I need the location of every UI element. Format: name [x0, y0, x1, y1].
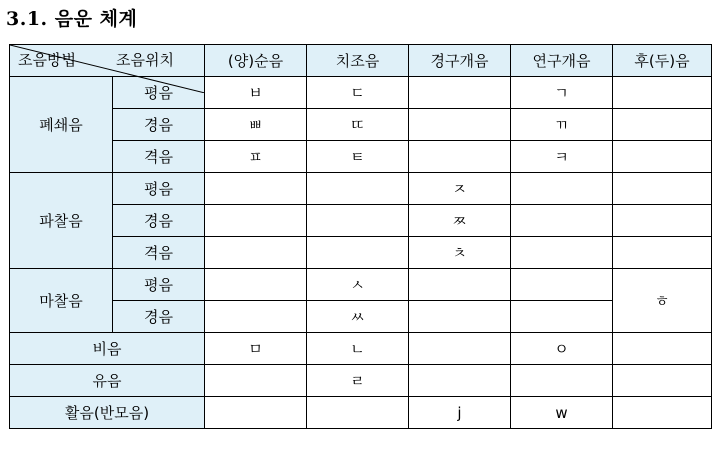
cell: w — [511, 397, 613, 429]
table-row — [10, 397, 712, 429]
cell — [511, 237, 613, 269]
cell: ㄲ — [511, 109, 613, 141]
table-row — [10, 365, 712, 397]
cell: ㅊ — [409, 237, 511, 269]
corner-label-manner: 조음방법 — [18, 51, 76, 69]
cell — [409, 301, 511, 333]
cell: ㅌ — [307, 141, 409, 173]
cell — [205, 301, 307, 333]
header-row — [10, 45, 712, 77]
cell — [613, 77, 712, 109]
cell: j — [409, 397, 511, 429]
group-label-affricate: 파찰음 — [10, 173, 113, 269]
table-row — [10, 173, 712, 205]
sub-label: 경음 — [113, 301, 205, 333]
col-header-glottal: 후(두)음 — [613, 45, 712, 77]
cell — [511, 269, 613, 301]
cell — [409, 77, 511, 109]
cell — [613, 205, 712, 237]
col-header-alveolar: 치조음 — [307, 45, 409, 77]
sub-label: 격음 — [113, 237, 205, 269]
sub-label: 경음 — [113, 109, 205, 141]
cell — [205, 237, 307, 269]
cell — [409, 109, 511, 141]
cell — [307, 205, 409, 237]
row-label-liquid: 유음 — [10, 365, 205, 397]
cell — [613, 333, 712, 365]
group-label-fricative: 마찰음 — [10, 269, 113, 333]
table-row — [10, 269, 712, 301]
cell: ㅅ — [307, 269, 409, 301]
cell: ㅇ — [511, 333, 613, 365]
sub-label: 격음 — [113, 141, 205, 173]
cell — [613, 109, 712, 141]
cell — [307, 397, 409, 429]
cell: ㅆ — [307, 301, 409, 333]
cell: ㄹ — [307, 365, 409, 397]
cell: ㅍ — [205, 141, 307, 173]
corner-cell — [10, 45, 205, 77]
cell — [409, 333, 511, 365]
table-row — [10, 237, 712, 269]
cell — [205, 269, 307, 301]
cell: ㄱ — [511, 77, 613, 109]
cell — [409, 269, 511, 301]
row-label-glide: 활음(반모음) — [10, 397, 205, 429]
sub-label: 평음 — [113, 269, 205, 301]
corner-label-place: 조음위치 — [116, 51, 174, 69]
phoneme-table — [9, 44, 712, 429]
cell — [613, 397, 712, 429]
cell — [613, 237, 712, 269]
col-header-palatal: 경구개음 — [409, 45, 511, 77]
cell: ㅋ — [511, 141, 613, 173]
cell — [307, 237, 409, 269]
cell: ㅃ — [205, 109, 307, 141]
table-row — [10, 301, 712, 333]
cell: ㅁ — [205, 333, 307, 365]
cell — [409, 365, 511, 397]
group-label-stop: 폐쇄음 — [10, 77, 113, 173]
cell — [205, 205, 307, 237]
row-label-nasal: 비음 — [10, 333, 205, 365]
cell — [511, 205, 613, 237]
cell: ㄷ — [307, 77, 409, 109]
cell: ㄴ — [307, 333, 409, 365]
table-row — [10, 333, 712, 365]
cell — [613, 365, 712, 397]
col-header-velar: 연구개음 — [511, 45, 613, 77]
sub-label: 평음 — [113, 77, 205, 109]
table-row — [10, 205, 712, 237]
cell — [511, 173, 613, 205]
section-heading: 3.1. 음운 체계 — [6, 8, 138, 30]
cell — [511, 365, 613, 397]
table-row — [10, 141, 712, 173]
cell-glottal-fricative: ㅎ — [613, 269, 712, 333]
cell — [205, 397, 307, 429]
table-row — [10, 109, 712, 141]
cell — [409, 141, 511, 173]
cell: ㄸ — [307, 109, 409, 141]
cell — [205, 365, 307, 397]
sub-label: 경음 — [113, 205, 205, 237]
cell: ㅈ — [409, 173, 511, 205]
col-header-bilabial: (양)순음 — [205, 45, 307, 77]
cell — [205, 173, 307, 205]
sub-label: 평음 — [113, 173, 205, 205]
cell: ㅉ — [409, 205, 511, 237]
cell — [613, 173, 712, 205]
cell — [307, 173, 409, 205]
cell: ㅂ — [205, 77, 307, 109]
cell — [511, 301, 613, 333]
cell — [613, 141, 712, 173]
